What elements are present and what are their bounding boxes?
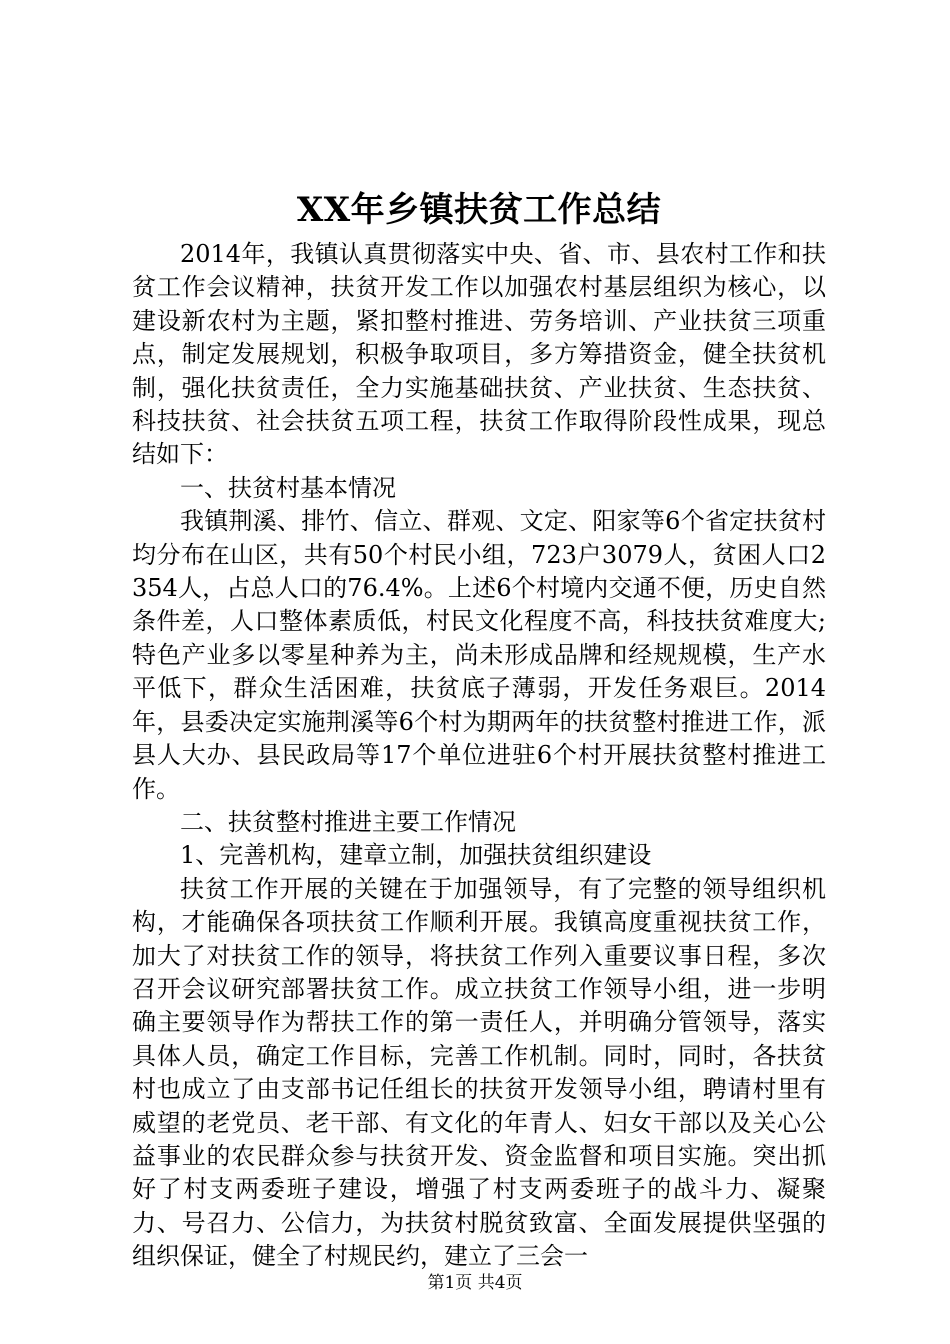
document-page	[132, 182, 826, 1274]
body-paragraph: 2014年，我镇认真贯彻落实中央、省、市、县农村工作和扶贫工作会议精神，扶贫开发工作以加强农村基层组织为核心，以建设新农村为主题，紧扣整村推进、劳务培训、产业扶贫三项重点，制定发展规划，积极争取项目，多方筹措资金，健全扶贫机制，强化扶贫责任，全力实施基础扶贫、产业扶贫、生态扶贫、科技扶贫、社会扶贫五项工程，扶贫工作取得阶段性成果，现总结如下：	[132, 240, 826, 469]
body-paragraph: 我镇荆溪、排竹、信立、群观、文定、阳家等6个省定扶贫村均分布在山区，共有50个村民小组，723户3079人，贫困人口2354人，占总人口的76.4%。上述6个村境内交通不便，历史自然条件差，人口整体素质低，村民文化程度不高，科技扶贫难度大;特色产业多以零星种养为主，尚未形成品牌和经规规模，生产水平低下，群众生活困难，扶贫底子薄弱，开发任务艰巨。2014年，县委决定实施荆溪等6个村为期两年的扶贫整村推进工作，派县人大办、县民政局等17个单位进驻6个村开展扶贫整村推进工作。	[132, 507, 826, 803]
section-heading: 二、扶贫整村推进主要工作情况	[180, 807, 516, 836]
document-title: XX年乡镇扶贫工作总结	[296, 190, 662, 230]
body-paragraph: 扶贫工作开展的关键在于加强领导，有了完整的领导组织机构，才能确保各项扶贫工作顺利开展。我镇高度重视扶贫工作，加大了对扶贫工作的领导，将扶贫工作列入重要议事日程，多次召开会议研究部署扶贫工作。成立扶贫工作领导小组，进一步明确主要领导作为帮扶工作的第一责任人，并明确分管领导，落实具体人员，确定工作目标，完善工作机制。同时，同时，各扶贫村也成立了由支部书记任组长的扶贫开发领导小组，聘请村里有威望的老党员、老干部、有文化的年青人、妇女干部以及关心公益事业的农民群众参与扶贫开发、资金监督和项目实施。突出抓好了村支两委班子建设，增强了村支两委班子的战斗力、凝聚力、号召力、公信力，为扶贫村脱贫致富、全面发展提供坚强的组织保证，健全了村规民约，建立了三会一	[132, 874, 826, 1271]
document-body	[132, 238, 826, 1274]
section-heading: 1、完善机构，建章立制，加强扶贫组织建设	[180, 841, 652, 870]
page-footer: 第1页 共4页	[427, 1273, 523, 1293]
section-heading: 一、扶贫村基本情况	[180, 473, 396, 502]
